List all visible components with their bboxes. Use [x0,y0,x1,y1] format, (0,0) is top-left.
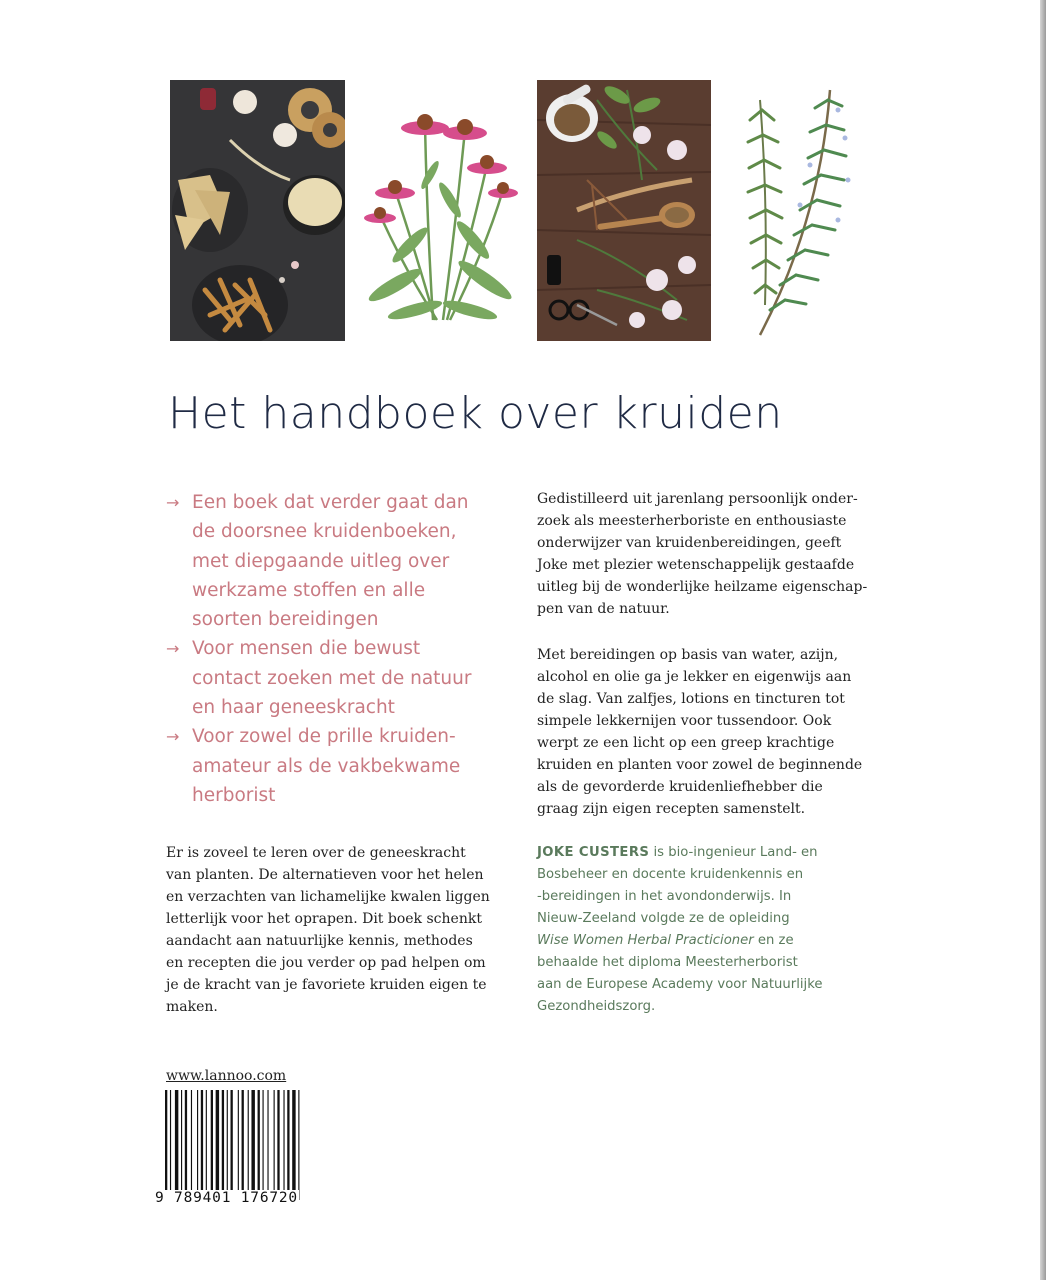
paragraph-line: alcohol en olie ga je lekker en eigenwijs aan [537,669,852,685]
bullet-line: de doorsnee kruidenboeken, [192,521,457,543]
bio-line [537,842,897,864]
arrow-icon: → [166,493,180,512]
paragraph-line: letterlijk voor het oprapen. Dit boek schenkt [166,911,482,927]
bullet-line: herborist [192,784,276,806]
bio-line: Gezondheidszorg. [537,999,656,1014]
herbs-wood-photo [537,80,711,341]
paragraph-line: Met bereidingen op basis van water, azijn, [537,647,839,663]
bullet-line: contact zoeken met de natuur [192,667,472,689]
course-title: Wise Women Herbal Practicioner [537,933,754,948]
bio-line: Nieuw-Zeeland volgde ze de opleiding [537,911,790,926]
bio-text: en ze [753,933,794,948]
isbn-number: 9 789401 176720 [155,1190,298,1206]
rosemary-photo [720,80,890,341]
paragraph-line: van planten. De alternatieven voor het helen [166,867,484,883]
description-paragraph-1 [537,488,877,620]
bullet-line: Voor mensen die bewust [192,638,421,660]
bio-text: is bio-ingenieur Land- en [649,845,818,860]
paragraph-line: de slag. Van zalfjes, lotions en tincturen tot [537,691,845,707]
bullet-line: Voor zowel de prille kruiden- [192,726,456,748]
paragraph-line: zoek als meesterherboriste en enthousiaste [537,513,847,529]
bullet-line: met diepgaande uitleg over [192,550,450,572]
feature-bullet-list [166,488,526,810]
bullet-line: amateur als de vakbekwame [192,755,461,777]
bullet-line: werkzame stoffen en alle [192,579,426,601]
bullet-item [166,634,526,722]
paragraph-line: graag zijn eigen recepten samenstelt. [537,801,806,817]
snacks-photo [170,80,345,341]
paragraph-line: pen van de natuur. [537,601,670,617]
description-paragraph-2 [537,644,877,820]
bio-line: aan de Europese Academy voor Natuurlijke [537,977,823,992]
bio-line: -bereidingen in het avondonderwijs. In [537,889,792,904]
paragraph-line: en recepten die jou verder op pad helpen om [166,955,486,971]
page-edge [1040,0,1046,1280]
paragraph-line: uitleg bij de wonderlijke heilzame eigenschap- [537,579,868,595]
publisher-website[interactable]: www.lannoo.com [166,1068,287,1084]
bullet-line: en haar geneeskracht [192,697,395,719]
paragraph-line: maken. [166,999,218,1015]
bio-line: Bosbeheer en docente kruidenkennis en [537,867,804,882]
bullet-line: Een boek dat verder gaat dan [192,492,469,513]
paragraph-line: kruiden en planten voor zowel de beginnende [537,757,863,773]
arrow-icon: → [166,727,180,747]
bullet-item [166,722,526,810]
paragraph-line: en verzachten van lichamelijke kwalen liggen [166,889,490,905]
paragraph-line: Er is zoveel te leren over de geneeskracht [166,845,466,861]
bullet-line: soorten bereidingen [192,609,379,631]
paragraph-line: Gedistilleerd uit jarenlang persoonlijk onder- [537,491,858,507]
paragraph-line: Joke met plezier wetenschappelijk gestaafde [537,557,855,573]
page-title: Het handboek over kruiden [168,388,783,439]
author-bio [537,842,897,1018]
arrow-icon: → [166,639,180,659]
paragraph-line: als de gevorderde kruidenliefhebber die [537,779,823,795]
bio-line [537,930,897,952]
paragraph-line: aandacht aan natuurlijke kennis, methodes [166,933,473,949]
paragraph-line: simpele lekkernijen voor tussendoor. Ook [537,713,832,729]
author-name: JOKE CUSTERS [537,845,650,860]
paragraph-line: werpt ze een licht op een greep krachtige [537,735,835,751]
paragraph-line: onderwijzer van kruidenbereidingen, geeft [537,535,842,551]
intro-paragraph [166,842,506,1018]
bio-line: behaalde het diploma Meesterherborist [537,955,798,970]
echinacea-illustration [355,80,527,341]
paragraph-line: je de kracht van je favoriete kruiden eigen te [166,977,487,993]
bullet-item [166,488,526,634]
